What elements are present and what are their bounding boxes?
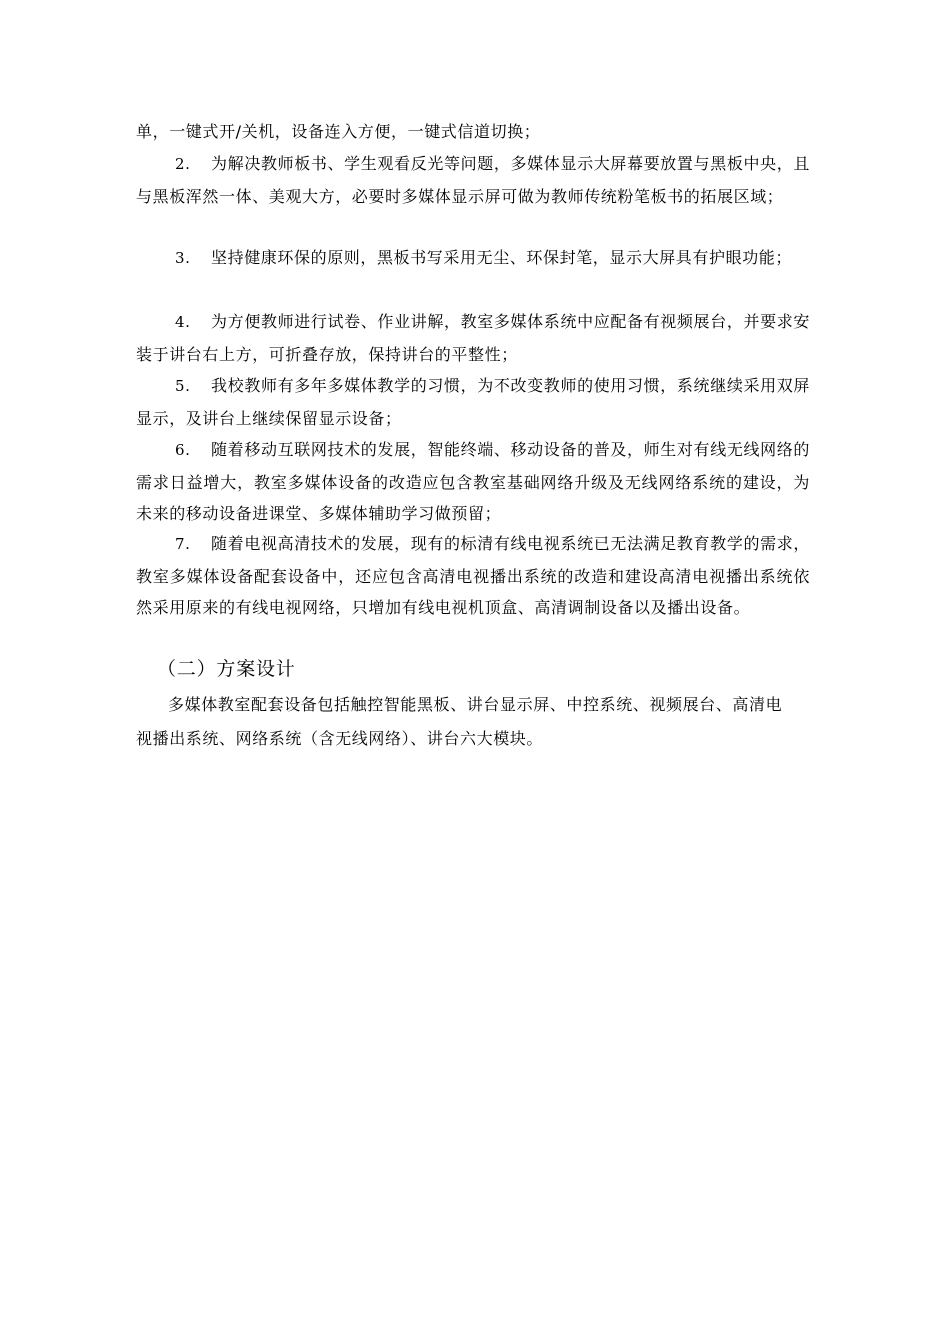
list-item-6 (136, 434, 810, 530)
list-item-4 (136, 306, 810, 370)
list-item-text: 坚持健康环保的原则，黑板书写采用无尘、环保封笔，显示大屏具有护眼功能； (211, 248, 793, 267)
list-item-number: 5. (175, 377, 191, 395)
section-body: 多媒体教室配套设备包括触控智能黑板、讲台显示屏、中控系统、视频展台、高清电视播出系统、网络系统（含无线网络）、讲台六大模块。 (136, 695, 783, 748)
list-item-text: 为解决教师板书、学生观看反光等问题，多媒体显示大屏幕要放置与黑板中央，且与黑板浑然一体、美观大方，必要时多媒体显示屏可做为教师传统粉笔板书的拓展区域； (136, 154, 810, 206)
list-item-number: 3. (175, 249, 191, 267)
list-item-text: 随着移动互联网技术的发展，智能终端、移动设备的普及，师生对有线无线网络的需求日益增大，教室多媒体设备的改造应包含教室基础网络升级及无线网络系统的建设，为未来的移动设备进课堂、多媒体辅助学习做预留； (136, 440, 810, 523)
list-item-number: 7. (175, 535, 191, 553)
list-item-text: 我校教师有多年多媒体教学的习惯，为不改变教师的使用习惯，系统继续采用双屏显示，及讲台上继续保留显示设备； (136, 376, 810, 428)
list-item-2 (136, 148, 810, 212)
list-item-7 (136, 528, 810, 624)
section-heading: （二）方案设计 (157, 658, 296, 680)
list-item-text: 随着电视高清技术的发展，现有的标清有线电视系统已无法满足教育教学的需求，教室多媒体设备配套设备中，还应包含高清电视播出系统的改造和建设高清电视播出系统依然采用原来的有线电视网络，只增加有线电视机顶盒、高清调制设备以及播出设备。 (136, 534, 810, 617)
list-item-5 (136, 370, 810, 434)
list-item-number: 4. (175, 313, 191, 331)
list-item-number: 2. (175, 155, 191, 173)
list-item-3 (136, 242, 810, 275)
intro-continuation: 单，一键式开/关机，设备连入方便，一键式信道切换； (136, 122, 541, 141)
list-item-number: 6. (175, 441, 191, 459)
list-item-text: 为方便教师进行试卷、作业讲解，教室多媒体系统中应配备有视频展台，并要求安装于讲台右上方，可折叠存放，保持讲台的平整性； (136, 312, 810, 364)
